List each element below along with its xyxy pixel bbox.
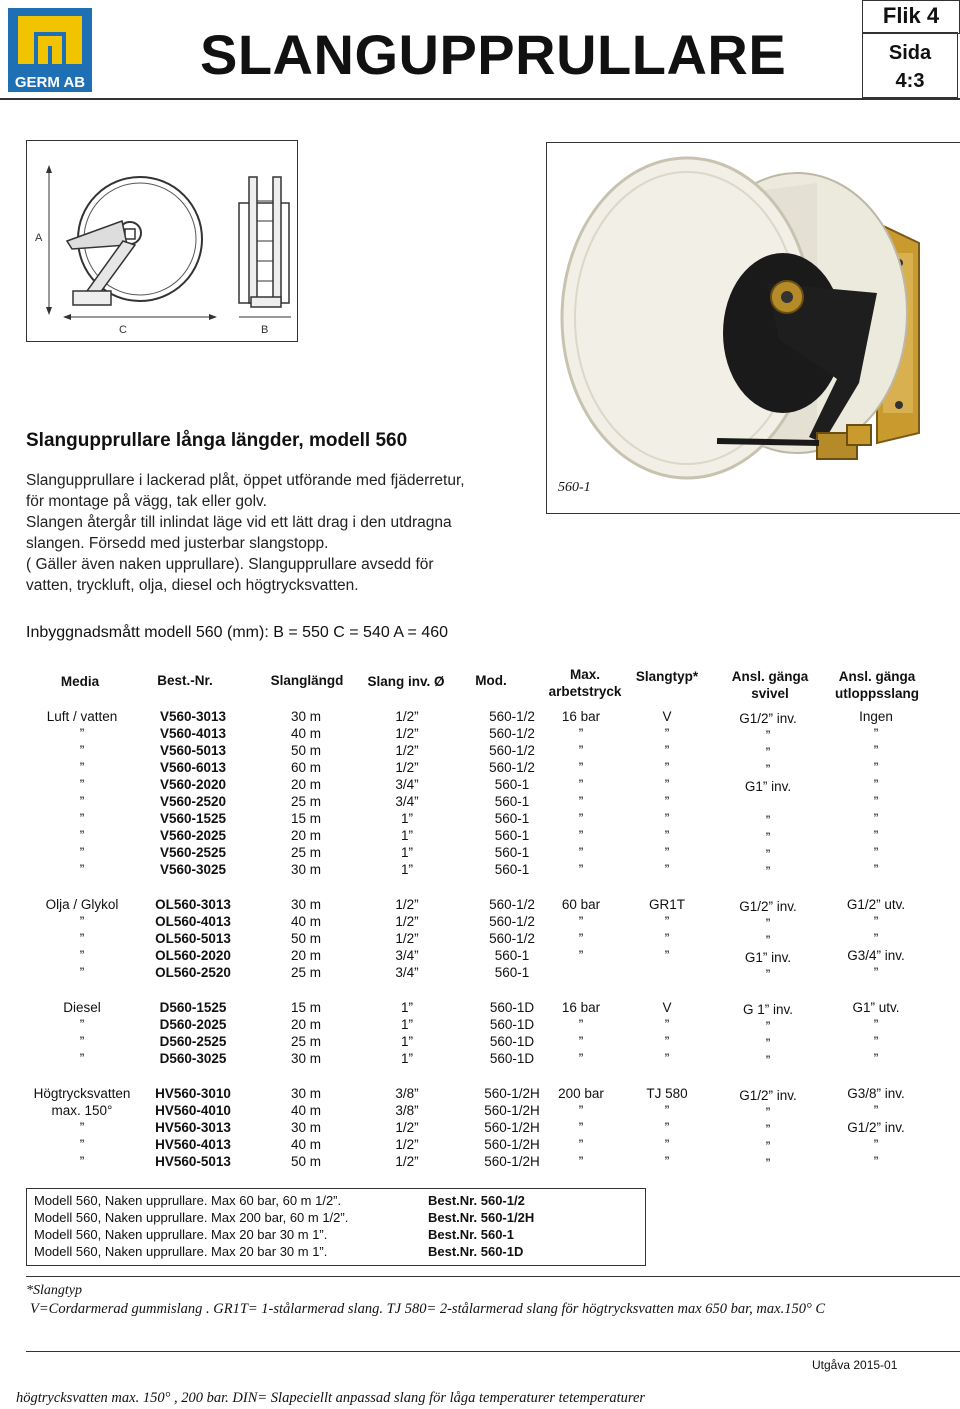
group-olja-max-tryck: 60 bar ” ” ” (561, 897, 601, 963)
group-olja-mod: 560-1/2 560-1/2 560-1/2 560-1 560-1 (489, 897, 535, 980)
germ-logo (8, 8, 92, 92)
group-hv-slanglangd: 30 m 40 m 30 m 40 m 50 m (290, 1086, 321, 1169)
group-luft-slangtyp: V ” ” ” ” ” ” ” ” ” (662, 709, 672, 877)
group-diesel-ansl-svivel: G 1” inv. ” ” ” (742, 1002, 793, 1068)
header-divider (0, 98, 960, 100)
group-hv-slangtyp: TJ 580 ” ” ” ” (646, 1086, 688, 1169)
group-hv-ansl-svivel: G1/2” inv. ” ” ” ” (739, 1088, 797, 1171)
header-best-nr: Best.-Nr. (157, 673, 213, 688)
group-hv-media: Högtrycksvatten max. 150° ” ” ” (33, 1086, 131, 1169)
footer-text: högtrycksvatten max. 150° , 200 bar. DIN= Slapeciellt anpassad slang för låga temperaturer tetemperaturer (16, 1390, 646, 1406)
dim-b-label: B (261, 324, 269, 336)
description-line: vatten, tryckluft, olja, diesel och högtrycksvatten. (26, 577, 359, 594)
technical-drawing (26, 140, 298, 342)
group-luft-best-nr: V560-3013 V560-4013 V560-5013 V560-6013 V560-2020 V560-2520 V560-1525 V560-2025 V560-2525 V560-3025 (159, 709, 227, 877)
group-hv-slang-inv: 3/8” 3/8” 1/2” 1/2” 1/2” (395, 1086, 419, 1169)
header-slanglangd: Slanglängd (270, 673, 344, 688)
header-ansl-utlopp: Ansl. gänga utloppsslang (835, 669, 919, 701)
group-olja-slanglangd: 30 m 40 m 50 m 20 m 25 m (290, 897, 321, 980)
description-line: för montage på vägg, tak eller golv. (26, 493, 267, 510)
header-slang-inv: Slang inv. Ø (367, 674, 445, 689)
footnote-text: V=Cordarmerad gummislang . GR1T= 1-stålarmerad slang. TJ 580= 2-stålarmerad slang för högtrycksvatten max 650 bar, max.150° C (30, 1301, 826, 1317)
group-olja-ansl-utlopp: G1/2” utv. ” ” G3/4” inv. ” (846, 897, 906, 980)
group-luft-slang-inv: 1/2” 1/2” 1/2” 1/2” 3/4” 3/4” 1” 1” 1” 1” (395, 709, 419, 877)
model-row-text: Modell 560, Naken upprullare. Max 60 bar, 60 m 1/2”. (34, 1193, 342, 1208)
group-diesel-best-nr: D560-1525 D560-2025 D560-2525 D560-3025 (159, 1000, 227, 1066)
product-photo (546, 142, 960, 514)
group-hv-ansl-utlopp: G3/8” inv. ” G1/2” inv. ” ” (847, 1086, 905, 1169)
model-row-text: Modell 560, Naken upprullare. Max 20 bar 30 m 1”. (34, 1244, 328, 1259)
page-title: SLANGUPPRULLARE (200, 23, 787, 86)
model-row-nr: Best.Nr. 560-1/2H (428, 1210, 535, 1225)
group-luft-mod: 560-1/2 560-1/2 560-1/2 560-1/2 560-1 560-1 560-1 560-1 560-1 560-1 (489, 709, 535, 877)
description (26, 470, 546, 596)
header-max-tryck: Max. arbetstryck (548, 667, 622, 699)
group-luft-media: Luft / vatten ” ” ” ” ” ” ” ” ” (46, 709, 118, 877)
model-row-text: Modell 560, Naken upprullare. Max 20 bar 30 m 1”. (34, 1227, 328, 1242)
section-heading: Slangupprullare långa längder, modell 560 (26, 430, 408, 451)
group-diesel-ansl-utlopp: G1” utv. ” ” ” (852, 1000, 900, 1066)
description-line: Slangupprullare i lackerad plåt, öppet utförande med fjäderretur, (26, 472, 465, 489)
group-diesel-slangtyp: V ” ” ” (662, 1000, 672, 1066)
group-olja-slang-inv: 1/2” 1/2” 1/2” 3/4” 3/4” (395, 897, 419, 980)
dim-a-label: A (35, 232, 43, 244)
group-diesel-mod: 560-1D 560-1D 560-1D 560-1D (489, 1000, 535, 1066)
group-hv-max-tryck: 200 bar ” ” ” ” (558, 1086, 604, 1169)
description-line: slangen. Försedd med justerbar slangstopp. (26, 535, 329, 552)
model-row-nr: Best.Nr. 560-1/2 (428, 1193, 525, 1208)
group-diesel-slang-inv: 1” 1” 1” 1” (400, 1000, 413, 1066)
description-line: Slangen återgår till inlindat läge vid ett lätt drag i den utdragna (26, 514, 452, 531)
group-luft-slanglangd: 30 m 40 m 50 m 60 m 20 m 25 m 15 m 20 m 25 m 30 m (290, 709, 321, 877)
group-olja-slangtyp: GR1T ” ” ” (648, 897, 685, 963)
header-media: Media (60, 674, 100, 689)
model-row-nr: Best.Nr. 560-1D (428, 1244, 524, 1259)
photo-label: 560-1 (558, 480, 591, 495)
edition-label: Utgåva 2015-01 (812, 1358, 898, 1372)
hose-type-footnote (26, 1276, 960, 1352)
group-olja-media: Olja / Glykol ” ” ” ” (45, 897, 119, 980)
group-hv-mod: 560-1/2H 560-1/2H 560-1/2H 560-1/2H 560-1/2H (484, 1086, 540, 1169)
group-luft-ansl-utlopp: Ingen ” ” ” ” ” ” ” ” ” (859, 709, 893, 877)
group-luft-ansl-svivel: G1/2” inv. ” ” ” G1” inv. ” ” ” ” (739, 711, 797, 879)
header-mod: Mod. (475, 673, 507, 688)
group-diesel-slanglangd: 15 m 20 m 25 m 30 m (290, 1000, 321, 1066)
installation-dimensions: Inbyggnadsmått modell 560 (mm): B = 550 C = 540 A = 460 (26, 624, 449, 641)
model-row-nr: Best.Nr. 560-1 (428, 1227, 514, 1242)
dim-c-label: C (119, 324, 127, 336)
group-diesel-max-tryck: 16 bar ” ” ” (561, 1000, 601, 1066)
logo-text: GERM AB (14, 74, 86, 91)
model-row-text: Modell 560, Naken upprullare. Max 200 bar, 60 m 1/2”. (34, 1210, 349, 1225)
naked-reel-models (26, 1188, 646, 1266)
group-hv-best-nr: HV560-3010 HV560-4010 HV560-3013 HV560-4013 HV560-5013 (155, 1086, 231, 1169)
footnote-heading: *Slangtyp (26, 1283, 82, 1298)
flik-label: Flik 4 (862, 0, 960, 34)
sida-value: 4:3 (895, 70, 925, 92)
group-diesel-media: Diesel ” ” ” (63, 1000, 101, 1066)
group-olja-best-nr: OL560-3013 OL560-4013 OL560-5013 OL560-2020 OL560-2520 (155, 897, 231, 980)
description-line: ( Gäller även naken upprullare). Slangupprullare avsedd för (26, 556, 434, 573)
page-number-box (862, 32, 958, 98)
sida-label: Sida (888, 42, 932, 64)
group-olja-ansl-svivel: G1/2” inv. ” ” G1” inv. ” (739, 899, 797, 982)
header-ansl-svivel: Ansl. gänga svivel (731, 669, 809, 701)
group-luft-max-tryck: 16 bar ” ” ” ” ” ” ” ” ” (561, 709, 601, 877)
header-slangtyp: Slangtyp* (635, 669, 699, 684)
